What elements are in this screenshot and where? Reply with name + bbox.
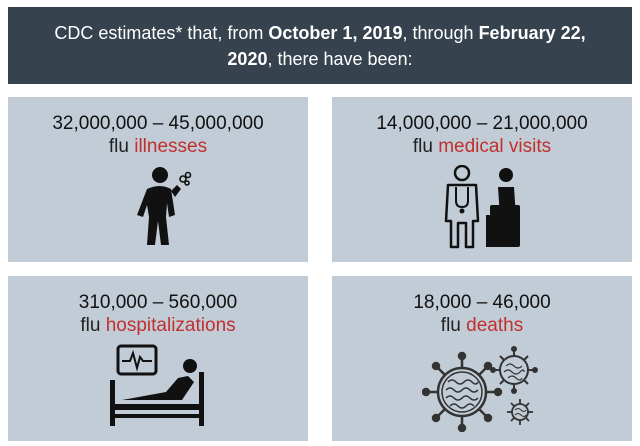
header-line-2: 2020, there have been:	[227, 48, 413, 69]
hospitalizations-label: flu hospitalizations	[80, 315, 236, 336]
header-line-1: CDC estimates* that, from October 1, 2019, through February 22,	[54, 22, 586, 43]
deaths-card	[332, 276, 632, 441]
hospitalizations-card	[8, 276, 308, 441]
deaths-range: 18,000 – 46,000	[413, 292, 551, 313]
header-banner	[8, 7, 632, 84]
medical-visits-label: flu medical visits	[412, 136, 552, 157]
doctor-patient-icon	[440, 165, 524, 249]
sick-person-icon	[133, 165, 193, 249]
hospitalizations-range: 310,000 – 560,000	[78, 292, 238, 313]
hospital-bed-icon	[108, 344, 208, 428]
virus-icon	[422, 346, 542, 432]
medical-visits-card	[332, 97, 632, 262]
illnesses-label: flu illnesses	[108, 136, 208, 157]
illnesses-card	[8, 97, 308, 262]
deaths-label: flu deaths	[440, 315, 524, 336]
illnesses-range: 32,000,000 – 45,000,000	[52, 113, 264, 134]
medical-visits-range: 14,000,000 – 21,000,000	[376, 113, 588, 134]
